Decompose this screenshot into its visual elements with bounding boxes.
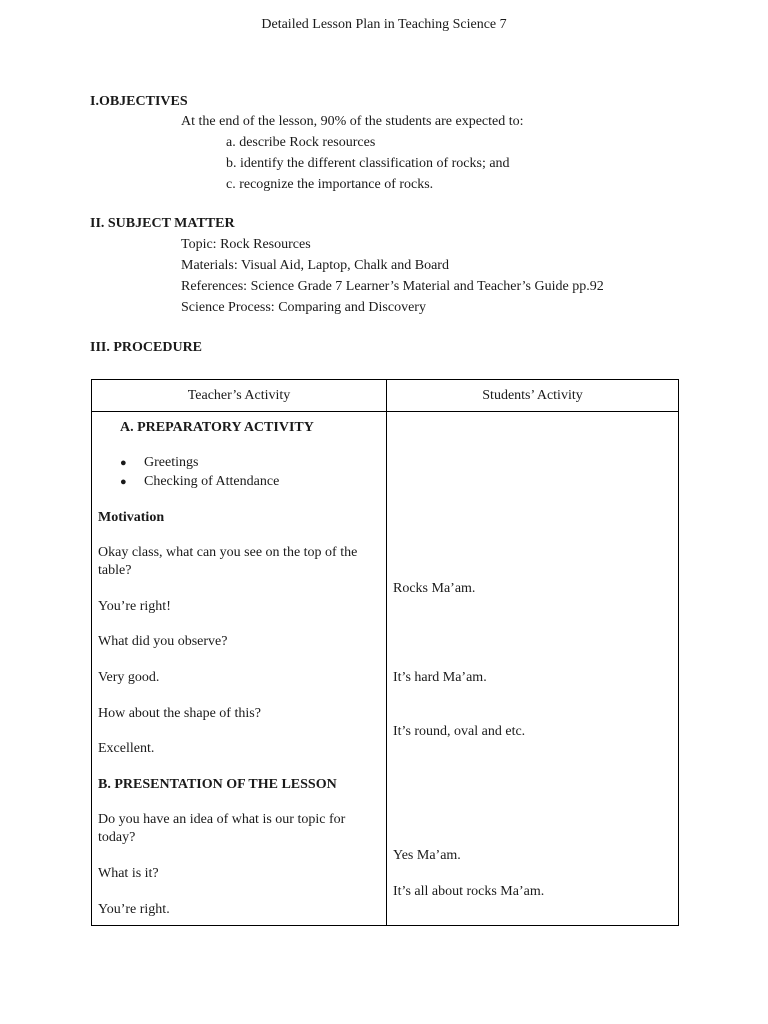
teacher-activity-cell: [92, 412, 387, 926]
procedure-heading: III. PROCEDURE: [90, 340, 203, 355]
procedure-table: [91, 379, 679, 926]
objective-item: c. recognize the importance of rocks.: [226, 177, 434, 192]
teacher-line: Excellent.: [98, 741, 155, 756]
teacher-line: You’re right.: [98, 902, 170, 917]
student-line: It’s hard Ma’am.: [393, 670, 487, 685]
students-activity-cell: [387, 412, 679, 926]
teacher-line: Very good.: [98, 670, 160, 685]
bullet-item: ● Greetings: [120, 455, 199, 470]
teacher-line: Do you have an idea of what is our topic for today?: [98, 812, 346, 845]
student-line: Yes Ma’am.: [393, 848, 461, 863]
students-activity-header: Students’ Activity: [387, 380, 679, 412]
teacher-activity-header: Teacher’s Activity: [92, 380, 387, 412]
presentation-heading: B. PRESENTATION OF THE LESSON: [98, 777, 337, 792]
bullet-item: ● Checking of Attendance: [120, 474, 280, 489]
teacher-line: You’re right!: [98, 599, 171, 614]
student-line: It’s all about rocks Ma’am.: [393, 884, 545, 899]
teacher-line: How about the shape of this?: [98, 706, 261, 721]
objective-item: b. identify the different classification of rocks; and: [226, 156, 510, 171]
subject-matter-line: Topic: Rock Resources: [181, 237, 311, 252]
subject-matter-line: Science Process: Comparing and Discovery: [181, 300, 426, 315]
subject-matter-heading: II. SUBJECT MATTER: [90, 216, 235, 231]
page-title: Detailed Lesson Plan in Teaching Science 7: [261, 17, 507, 32]
bullet-icon: ●: [120, 476, 127, 488]
preparatory-activity-heading: A. PREPARATORY ACTIVITY: [120, 420, 314, 435]
objectives-heading: I.OBJECTIVES: [90, 94, 188, 109]
teacher-line: Okay class, what can you see on the top of the table?: [98, 545, 358, 578]
teacher-line: What is it?: [98, 866, 159, 881]
bullet-icon: ●: [120, 457, 127, 469]
teacher-line: What did you observe?: [98, 634, 228, 649]
student-line: Rocks Ma’am.: [393, 581, 476, 596]
subject-matter-line: References: Science Grade 7 Learner’s Material and Teacher’s Guide pp.92: [181, 279, 604, 294]
student-line: It’s round, oval and etc.: [393, 724, 526, 739]
objectives-intro: At the end of the lesson, 90% of the students are expected to:: [181, 114, 524, 129]
objective-item: a. describe Rock resources: [226, 135, 376, 150]
subject-matter-line: Materials: Visual Aid, Laptop, Chalk and Board: [181, 258, 449, 273]
motivation-heading: Motivation: [98, 510, 165, 525]
